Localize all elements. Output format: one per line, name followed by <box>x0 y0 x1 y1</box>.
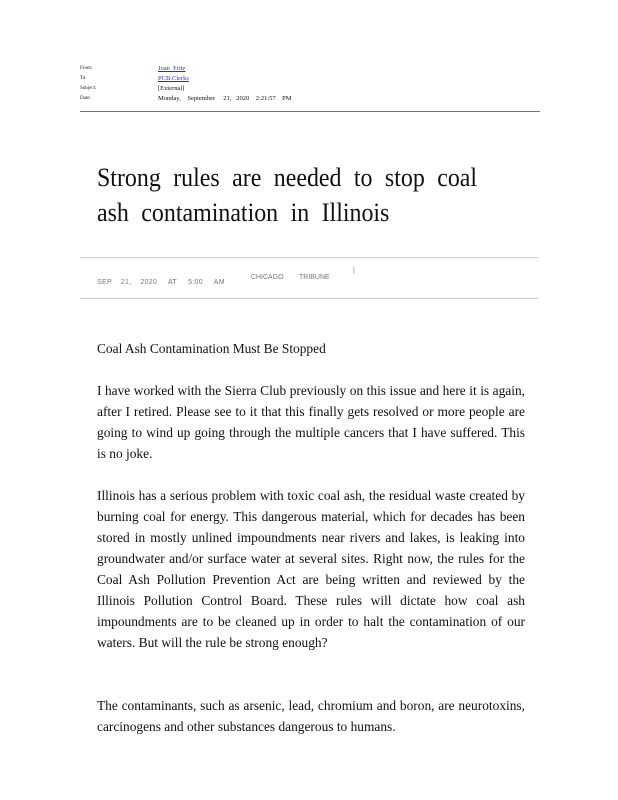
byline-separator: | <box>353 267 355 274</box>
article-paragraph: Illinois has a serious problem with toxic coal ash, the residual waste created by burning coal for energy. This dangerous material, which for decades has been stored in mostly unlined impoundments near rivers and lakes, is leaking into groundwater and/or surface water at several sites. Right now, the rules for the Coal Ash Pollution Prevention Act are being written and reviewed by the Illinois Pollution Control Board. These rules will dictate how coal ash impoundments are to be cleaned up in order to halt the contamination of our waters. But will the rule be strong enough? <box>97 488 525 650</box>
subject-value: [External] <box>158 84 185 92</box>
article-paragraph: The contaminants, such as arsenic, lead, chromium and boron, are neurotoxins, carcinogens and other substances dangerous to humans. <box>97 698 525 734</box>
article-date: SEP 21, 2020 AT 5:00 AM <box>97 279 225 286</box>
header-divider <box>80 111 540 112</box>
title-divider <box>80 257 538 258</box>
article-paragraph: I have worked with the Sierra Club previously on this issue and here it is again, after I retired. Please see to it that this finally gets resolved or more people are going to wind up going through the multiple cancers that I have suffered. This is no joke. <box>97 383 525 461</box>
from-value-link[interactable]: Joan Fritz <box>158 64 186 72</box>
article-byline <box>247 267 355 288</box>
article-subhead: Coal Ash Contamination Must Be Stopped <box>97 341 326 356</box>
email-header <box>80 63 540 103</box>
date-label: Date: <box>80 95 91 101</box>
header-date-row <box>80 93 540 103</box>
header-subject-row <box>80 83 540 93</box>
byline-divider <box>80 298 538 299</box>
header-to-row <box>80 73 540 83</box>
to-value-link[interactable]: PCB.Clerks <box>158 74 189 82</box>
article-source: CHICAGO TRIBUNE <box>250 274 330 281</box>
subject-label: Subject: <box>80 85 97 91</box>
date-value: Monday, September 21, 2020 2:21:57 PM <box>158 94 292 102</box>
article-title: Strong rules are needed to stop coal ash contamination in Illinois <box>97 163 478 227</box>
from-label: From: <box>80 65 93 71</box>
to-label: To: <box>80 75 87 81</box>
header-from-row <box>80 63 540 73</box>
